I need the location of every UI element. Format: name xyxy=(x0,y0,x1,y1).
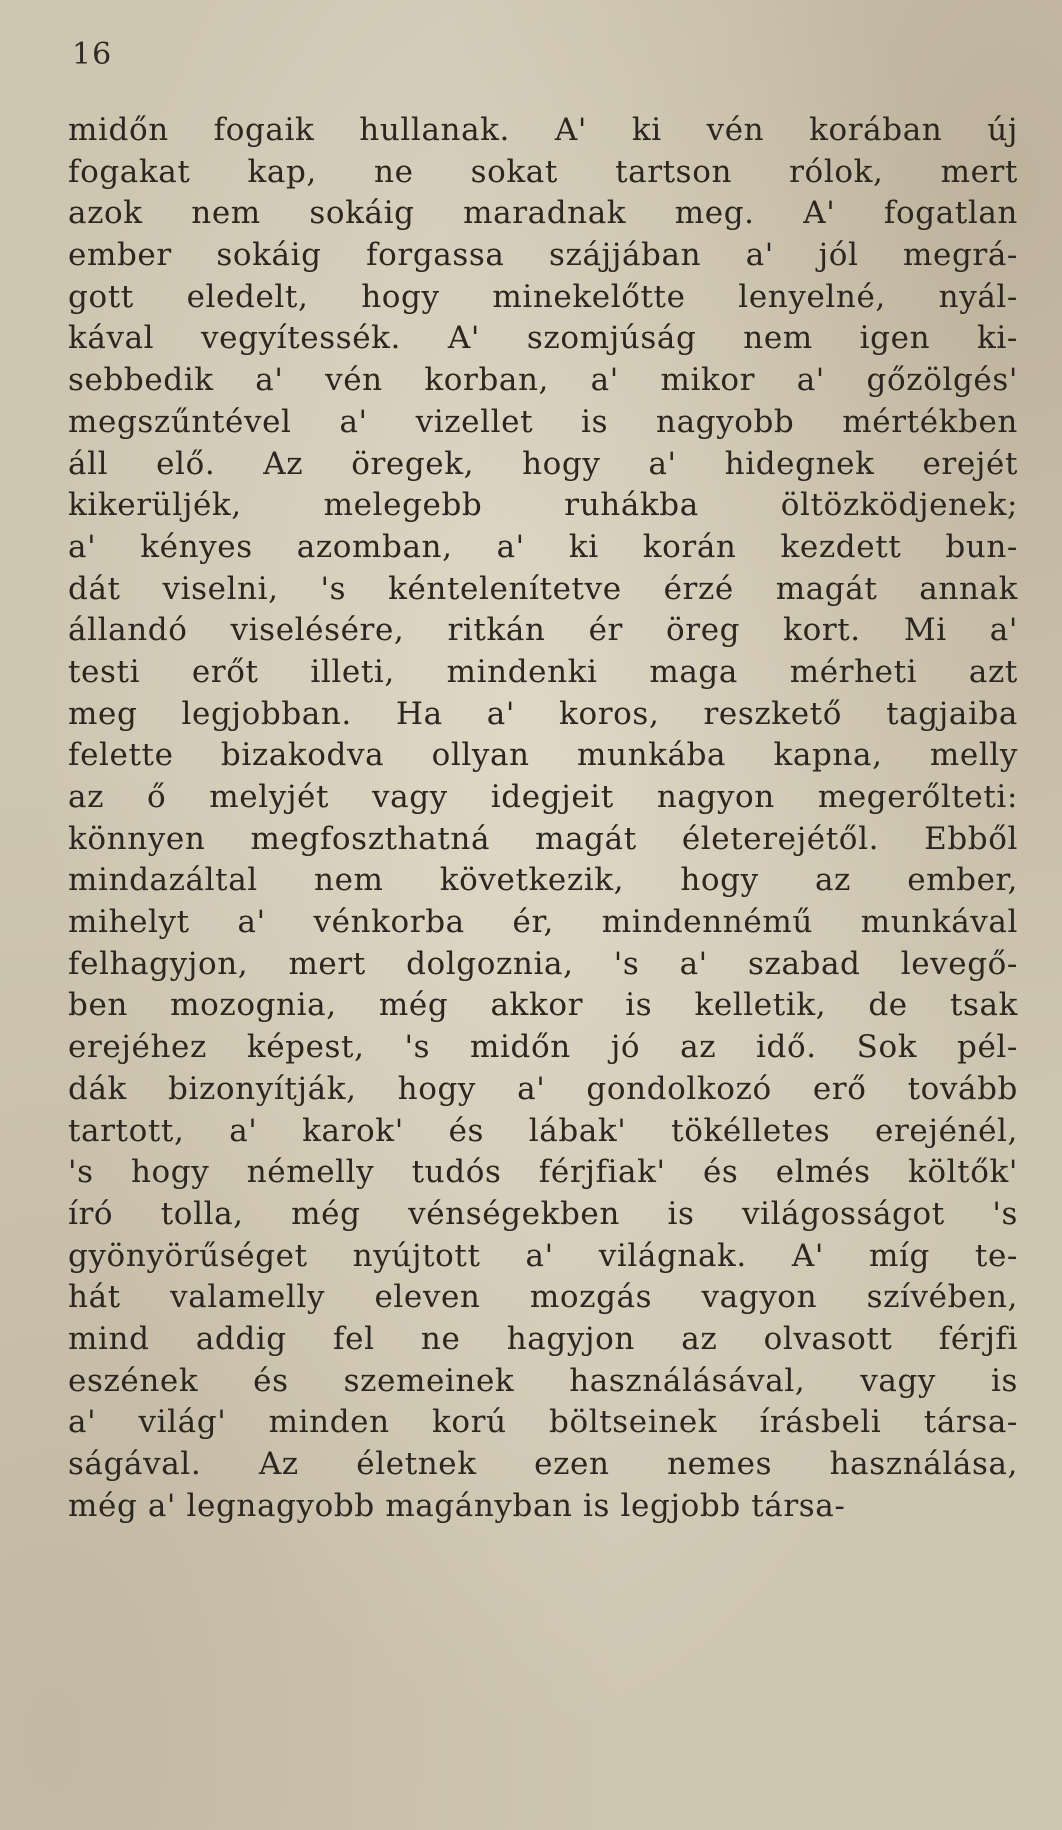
text-line: sebbedik a' vén korban, a' mikor a' gőzölgés' xyxy=(68,362,1018,399)
text-line: 's hogy némelly tudós férjfiak' és elmés költők' xyxy=(68,1154,1018,1191)
text-line: erejéhez képest, 's midőn jó az idő. Sok pél- xyxy=(68,1029,1018,1066)
text-line: fogakat kap, ne sokat tartson rólok, mert xyxy=(68,153,1018,190)
text-line: a' kényes azomban, a' ki korán kezdett bun- xyxy=(68,528,1018,565)
text-line: meg legjobban. Ha a' koros, reszkető tagjaiba xyxy=(68,695,1018,732)
text-line: eszének és szemeinek használásával, vagy is xyxy=(68,1362,1018,1399)
text-line: dák bizonyítják, hogy a' gondolkozó erő tovább xyxy=(68,1070,1018,1107)
text-line: gott eledelt, hogy minekelőtte lenyelné, nyál- xyxy=(68,278,1018,315)
text-line: még a' legnagyobb magányban is legjobb társa- xyxy=(68,1487,846,1524)
text-line: az ő melyjét vagy idegjeit nagyon megerőlteti: xyxy=(68,779,1018,815)
text-line: ságával. Az életnek ezen nemes használása, xyxy=(68,1446,1018,1482)
text-line: mihelyt a' vénkorba ér, mindennémű munkával xyxy=(68,904,1018,941)
text-line: író tolla, még vénségekben is világosságot 's xyxy=(68,1195,1018,1232)
text-line: a' világ' minden korú böltseinek írásbeli társa- xyxy=(68,1404,1018,1441)
text-line: felette bizakodva ollyan munkába kapna, melly xyxy=(68,737,1018,774)
text-line: mindazáltal nem következik, hogy az ember, xyxy=(68,862,1018,899)
text-line: kával vegyítessék. A' szomjúság nem igen ki- xyxy=(68,320,1018,357)
text-line: állandó viselésére, ritkán ér öreg kort. Mi a' xyxy=(68,612,1018,649)
text-line: gyönyörűséget nyújtott a' világnak. A' míg te- xyxy=(68,1237,1018,1274)
text-line: ben mozognia, még akkor is kelletik, de tsak xyxy=(68,987,1018,1024)
text-line: áll elő. Az öregek, hogy a' hidegnek erejét xyxy=(68,445,1018,482)
text-line: kikerüljék, melegebb ruhákba öltözködjenek; xyxy=(68,487,1018,524)
body-text xyxy=(68,110,1018,1527)
text-line: hát valamelly eleven mozgás vagyon szívében, xyxy=(68,1279,1018,1316)
text-line: ember sokáig forgassa szájjában a' jól megrá- xyxy=(68,237,1018,274)
text-line: mind addig fel ne hagyjon az olvasott férjfi xyxy=(68,1320,1018,1357)
text-line: felhagyjon, mert dolgoznia, 's a' szabad levegő- xyxy=(68,945,1018,982)
text-line: tartott, a' karok' és lábak' tökélletes erejénél, xyxy=(68,1112,1018,1149)
page-number: 16 xyxy=(72,37,113,72)
text-line: megszűntével a' vizellet is nagyobb mértékben xyxy=(68,403,1018,440)
text-line: testi erőt illeti, mindenki maga mérheti azt xyxy=(68,653,1018,690)
text-line: könnyen megfoszthatná magát életerejétől. Ebből xyxy=(68,820,1018,857)
text-line: dát viselni, 's kéntelenítetve érzé magát annak xyxy=(68,570,1018,607)
text-line: midőn fogaik hullanak. A' ki vén korában új xyxy=(68,112,1018,148)
text-line: azok nem sokáig maradnak meg. A' fogatlan xyxy=(68,195,1018,232)
